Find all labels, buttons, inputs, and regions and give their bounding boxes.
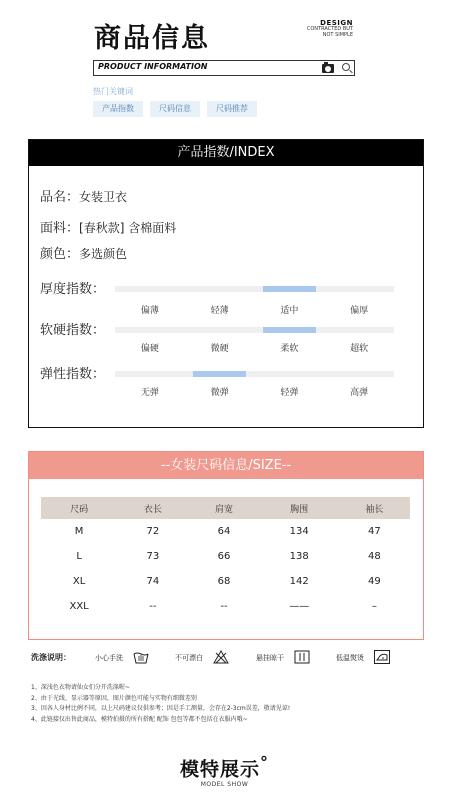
note-item: 2、由于光线、显示器等原因，图片颜色可能与实物有细微差别: [31, 694, 197, 702]
table-cell: 48: [367, 551, 381, 562]
table-row: [41, 569, 410, 594]
size-table-header-row: [41, 497, 410, 519]
table-cell: 72: [146, 526, 160, 537]
thickness-label: 厚度指数：: [40, 282, 106, 297]
table-row: [41, 544, 410, 569]
note-item: 3、因各人身材比例不同，以上尺码建议仅供参考；因是手工测量，会存在2-3cm误差，敬请见谅!: [31, 705, 291, 712]
elasticity-option-2: 微弹: [210, 388, 229, 398]
page-title: 商品信息: [94, 23, 210, 54]
elasticity-option-1: 无弹: [140, 388, 159, 398]
model-show-subtitle: MODEL SHOW: [200, 781, 249, 788]
fabric-value: [春秋款] 含棉面料: [79, 221, 177, 235]
low-iron-label: 低温熨烫: [336, 654, 364, 662]
model-degree-mark: °: [260, 753, 269, 772]
elasticity-fill: [193, 371, 246, 377]
thickness-fill: [263, 286, 316, 292]
index-heading: 产品指数/INDEX: [29, 140, 423, 166]
product-info-bar: [93, 60, 355, 76]
fabric-line: [40, 217, 176, 236]
table-cell: –: [371, 601, 377, 612]
no-bleach-icon: [213, 650, 229, 664]
product-header: [0, 0, 449, 130]
design-sub-1: CONTRACTED BUT: [306, 26, 353, 33]
hang-dry-label: 悬挂晾干: [256, 654, 284, 662]
softness-option-2: 微硬: [210, 344, 229, 354]
table-cell: 66: [217, 551, 231, 562]
no-bleach-label: 不可漂白: [175, 654, 203, 662]
table-cell: 47: [367, 526, 381, 537]
keyword-tags: [93, 101, 257, 117]
hand-wash-icon: [133, 650, 149, 664]
elasticity-option-3: 轻弹: [280, 388, 299, 398]
table-cell: 64: [217, 526, 231, 537]
color-key: 颜色：: [40, 247, 80, 262]
table-cell: 68: [217, 576, 231, 587]
note-item: 4、此链接仅出售此商品，模特拍摄的所有搭配 配饰 包包等都不包括在衣服内哦~: [31, 715, 248, 723]
product-name-value: 女装卫衣: [79, 190, 128, 204]
table-cell: 134: [289, 526, 309, 537]
sleeve-col-header: 袖长: [339, 497, 410, 519]
low-iron-icon: [374, 650, 390, 664]
notes-list: [31, 683, 421, 725]
tag-product-index[interactable]: 产品指数: [93, 101, 143, 117]
elasticity-label: 弹性指数：: [40, 367, 106, 382]
size-col-header: 尺码: [41, 497, 117, 519]
table-cell: --: [220, 601, 228, 612]
color-line: [40, 243, 127, 262]
table-cell: 142: [289, 576, 309, 587]
design-sub-2: NOT SIMPLE: [322, 31, 353, 38]
table-cell: XXL: [69, 601, 89, 612]
chest-col-header: 胸围: [260, 497, 339, 519]
softness-label: 软硬指数：: [40, 323, 106, 338]
fabric-key: 面料：: [40, 221, 80, 236]
softness-track: [115, 327, 394, 333]
hand-wash-label: 小心手洗: [95, 654, 123, 662]
design-badge: [307, 20, 353, 38]
softness-option-1: 偏硬: [140, 344, 159, 354]
elasticity-track: [115, 371, 394, 377]
design-word: DESIGN: [320, 19, 353, 27]
size-table: [41, 497, 410, 619]
model-title-text: 模特展示: [180, 758, 261, 781]
tag-size-recommend[interactable]: 尺码推荐: [207, 101, 257, 117]
wash-title: 洗涤说明：: [31, 653, 71, 662]
softness-option-4: 超软: [350, 344, 369, 354]
note-item: 1、深浅色衣物请仙女们分开洗涤喔~: [31, 684, 130, 691]
thickness-option-2: 轻薄: [210, 306, 229, 316]
size-info-panel: [28, 451, 424, 640]
softness-fill: [263, 327, 316, 333]
model-show-title: [0, 753, 449, 781]
product-name-line: [40, 186, 127, 205]
table-row: [41, 519, 410, 544]
thickness-option-1: 偏薄: [140, 306, 159, 316]
table-cell: M: [74, 526, 84, 537]
table-cell: 49: [367, 576, 381, 587]
hot-keywords-label: 热门关键词: [93, 87, 133, 96]
table-cell: XL: [72, 576, 86, 587]
shoulder-col-header: 肩宽: [188, 497, 259, 519]
thickness-option-3: 适中: [280, 306, 299, 316]
hang-dry-icon: [294, 650, 310, 664]
table-cell: 74: [146, 576, 160, 587]
product-info-label: PRODUCT INFORMATION: [98, 62, 208, 71]
product-name-key: 品名：: [40, 190, 80, 205]
table-cell: 73: [146, 551, 160, 562]
search-icon: [342, 63, 350, 71]
softness-option-3: 柔软: [280, 344, 299, 354]
color-value: 多选颜色: [79, 247, 128, 261]
length-col-header: 衣长: [117, 497, 188, 519]
table-cell: --: [149, 601, 157, 612]
table-cell: 138: [289, 551, 309, 562]
size-heading: --女装尺码信息/SIZE--: [29, 452, 423, 479]
table-cell: ——: [289, 601, 310, 612]
product-index-panel: [28, 139, 424, 428]
thickness-option-4: 偏厚: [350, 306, 369, 316]
table-row: [41, 594, 410, 619]
table-cell: L: [76, 551, 82, 562]
wash-instructions: [31, 650, 431, 668]
camera-icon: [322, 64, 334, 73]
elasticity-option-4: 高弹: [350, 388, 369, 398]
thickness-track: [115, 286, 394, 292]
tag-size-info[interactable]: 尺码信息: [150, 101, 200, 117]
